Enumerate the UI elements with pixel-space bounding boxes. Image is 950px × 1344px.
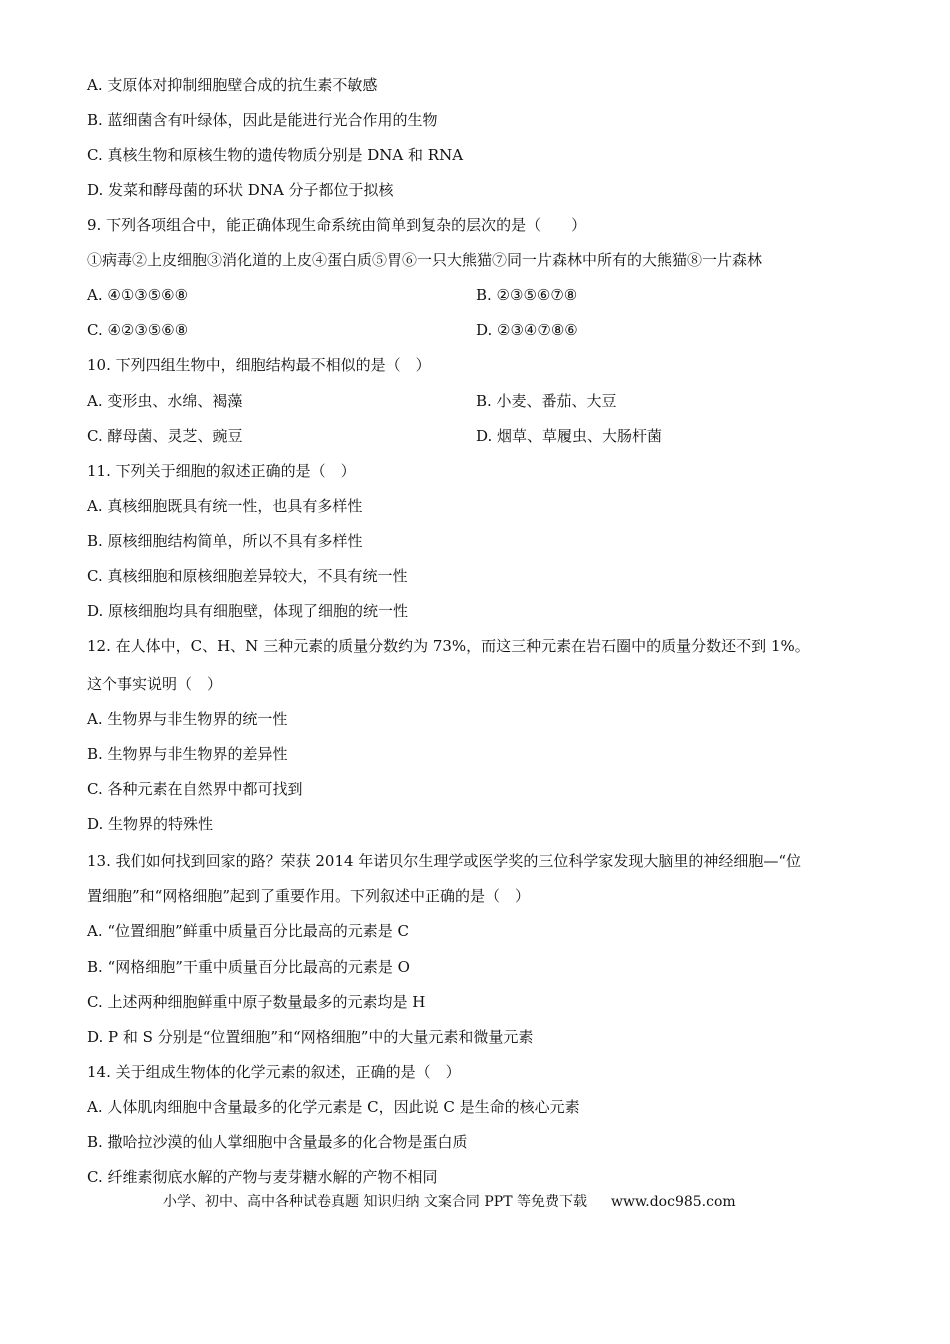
q9-stem: 9. 下列各项组合中，能正确体现生命系统由简单到复杂的层次的是（ ） [87, 216, 587, 234]
q13-option-b: B. “网格细胞”干重中质量百分比最高的元素是 O [87, 958, 410, 976]
q8-option-c: C. 真核生物和原核生物的遗传物质分别是 DNA 和 RNA [87, 146, 464, 164]
q13-stem-line2: 置细胞”和“网格细胞”起到了重要作用。下列叙述中正确的是（ ） [87, 887, 531, 905]
q8-option-d: D. 发菜和酵母菌的环状 DNA 分子都位于拟核 [87, 181, 394, 199]
q12-stem-line1: 12. 在人体中，C、H、N 三种元素的质量分数约为 73%，而这三种元素在岩石圈中的质量分数还不到 1%。 [87, 637, 810, 655]
q8-option-b: B. 蓝细菌含有叶绿体，因此是能进行光合作用的生物 [87, 111, 438, 129]
q10-option-c: C. 酵母菌、灵芝、豌豆 [87, 427, 243, 445]
q13-option-c: C. 上述两种细胞鲜重中原子数量最多的元素均是 H [87, 993, 426, 1011]
q11-option-b: B. 原核细胞结构简单，所以不具有多样性 [87, 532, 363, 550]
q8-option-a: A. 支原体对抑制细胞壁合成的抗生素不敏感 [87, 76, 378, 94]
q13-option-a: A. “位置细胞”鲜重中质量百分比最高的元素是 C [87, 922, 409, 940]
footer-text: 小学、初中、高中各种试卷真题 知识归纳 文案合同 PPT 等免费下载 [163, 1194, 587, 1210]
q12-stem-line2: 这个事实说明（ ） [87, 675, 223, 693]
q10-option-b: B. 小麦、番茄、大豆 [476, 392, 617, 410]
q11-option-a: A. 真核细胞既具有统一性，也具有多样性 [87, 497, 363, 515]
footer-url-link[interactable]: www.doc985.com [610, 1194, 736, 1210]
q11-stem: 11. 下列关于细胞的叙述正确的是（ ） [87, 462, 356, 480]
q11-option-c: C. 真核细胞和原核细胞差异较大，不具有统一性 [87, 567, 408, 585]
q12-option-a: A. 生物界与非生物界的统一性 [87, 710, 288, 728]
q14-option-a: A. 人体肌肉细胞中含量最多的化学元素是 C，因此说 C 是生命的核心元素 [87, 1098, 580, 1116]
q12-option-c: C. 各种元素在自然界中都可找到 [87, 780, 303, 798]
q10-option-a: A. 变形虫、水绵、褐藻 [87, 392, 243, 410]
q13-option-d: D. P 和 S 分别是“位置细胞”和“网格细胞”中的大量元素和微量元素 [87, 1028, 534, 1046]
q14-option-c: C. 纤维素彻底水解的产物与麦芽糖水解的产物不相同 [87, 1168, 438, 1186]
q14-option-b: B. 撒哈拉沙漠的仙人掌细胞中含量最多的化合物是蛋白质 [87, 1133, 468, 1151]
q12-option-d: D. 生物界的特殊性 [87, 815, 214, 833]
q9-option-a: A. ④①③⑤⑥⑧ [87, 286, 189, 304]
q9-option-d: D. ②③④⑦⑧⑥ [476, 321, 578, 339]
q10-option-d: D. 烟草、草履虫、大肠杆菌 [476, 427, 663, 445]
q9-option-b: B. ②③⑤⑥⑦⑧ [476, 286, 578, 304]
q9-items: ①病毒②上皮细胞③消化道的上皮④蛋白质⑤胃⑥一只大熊猫⑦同一片森林中所有的大熊猫⑧一片森林 [87, 251, 763, 269]
q12-option-b: B. 生物界与非生物界的差异性 [87, 745, 288, 763]
q13-stem-line1: 13. 我们如何找到回家的路？荣获 2014 年诺贝尔生理学或医学奖的三位科学家发现大脑里的神经细胞—“位 [87, 852, 802, 870]
page-footer [163, 1192, 736, 1212]
q10-stem: 10. 下列四组生物中，细胞结构最不相似的是（ ） [87, 356, 431, 374]
q9-option-c: C. ④②③⑤⑥⑧ [87, 321, 189, 339]
q11-option-d: D. 原核细胞均具有细胞壁，体现了细胞的统一性 [87, 602, 409, 620]
q14-stem: 14. 关于组成生物体的化学元素的叙述，正确的是（ ） [87, 1063, 461, 1081]
